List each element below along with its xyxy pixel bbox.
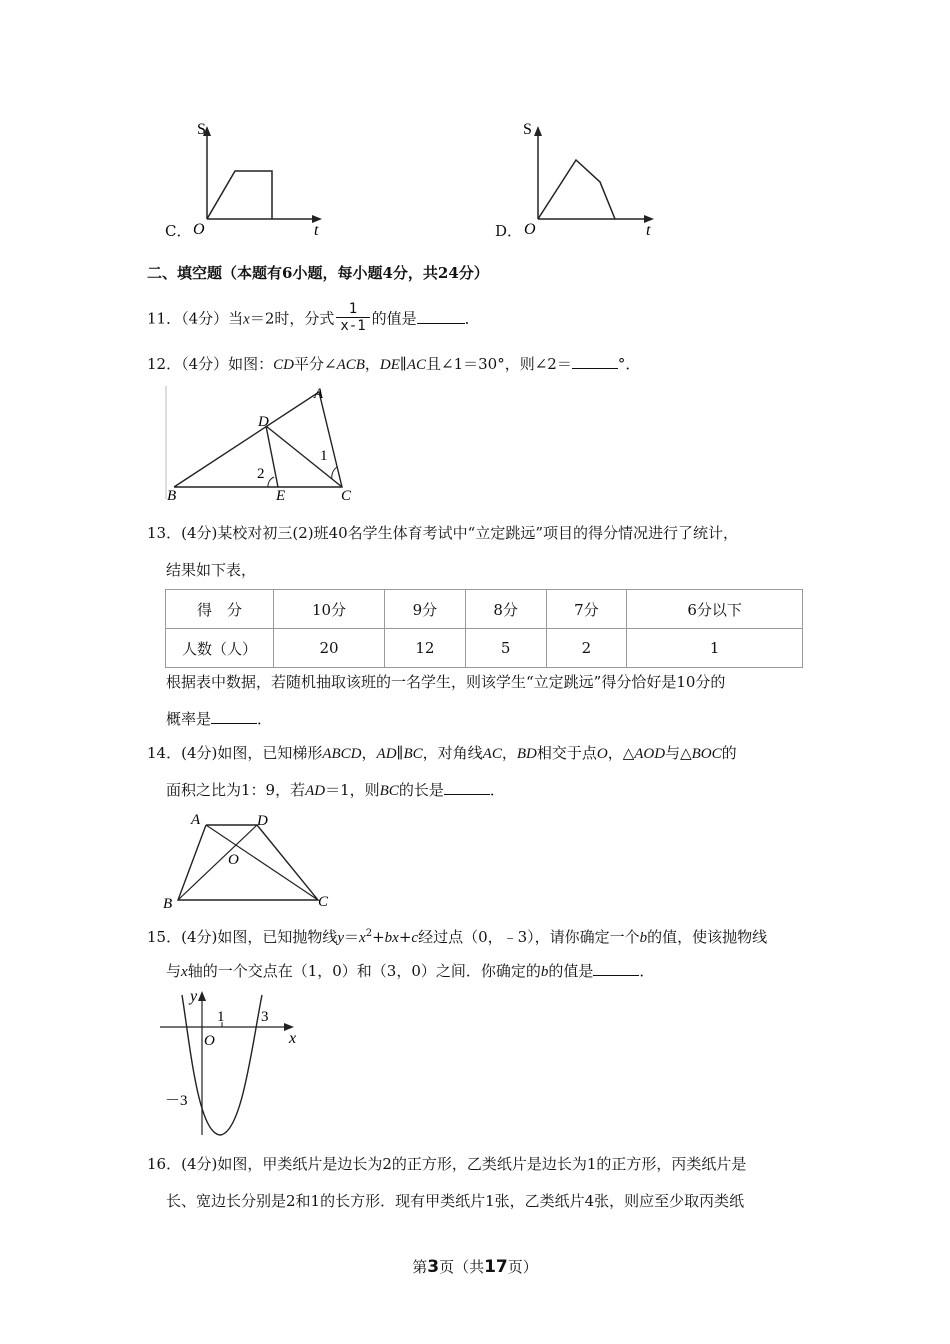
question-14-line2: 面积之比为1：9，若AD＝1，则BC的长是 ． [166,781,505,799]
question-number: 16． [147,1155,182,1173]
q12-figure [164,384,364,508]
table-cell: 20 [274,629,385,668]
origin-label: O [204,1033,215,1049]
answer-blank[interactable] [572,354,618,369]
point-o-label: O [228,852,239,868]
question-13-line2: 结果如下表， [166,561,257,579]
answer-blank[interactable] [417,309,465,324]
question-number: 15． [147,928,182,946]
table-cell: 8分 [465,590,546,629]
tick-3-label: 3 [261,1009,269,1025]
question-16: 16．(4分)如图，甲类纸片是边长为2的正方形，乙类纸片是边长为1的正方形，丙类纸片是 [147,1155,747,1173]
question-12: 12．（4分）如图：CD平分∠ACB，DE∥AC且∠1＝30°，则∠2＝ °． [147,355,641,373]
question-15: 15．(4分)如图，已知抛物线$y=x^2+bx+c$经过点（0，﹣3），请你确定一个b的值，使该抛物线 [147,928,768,946]
table-cell: 2 [546,629,627,668]
table-cell: 1 [627,629,803,668]
section-heading: 二、填空题（本题有6小题，每小题4分，共24分） [147,264,489,282]
tick-neg3-label: －3 [165,1093,188,1109]
axis-s-label: S [197,121,206,138]
table-cell: 10分 [274,590,385,629]
origin-label: O [193,221,205,238]
angle-2-label: 2 [257,466,265,482]
question-16-line2: 长、宽边长分别是2和1的长方形．现有甲类纸片1张，乙类纸片4张，则应至少取丙类纸 [166,1192,745,1210]
table-row [166,590,803,629]
question-13-line4: 概率是 ． [166,710,273,728]
axis-x-label: x [289,1030,297,1047]
question-number: 11． [147,309,182,328]
table-row [166,629,803,668]
answer-blank[interactable] [211,709,257,724]
option-d-label[interactable]: D． [495,222,523,240]
point-c-label: C [318,894,329,910]
fraction: $\frac{1}{x-1}$ [336,301,369,334]
tick-1-label: 1 [217,1009,225,1025]
score-table [165,589,803,668]
table-cell: 得 分 [166,590,274,629]
table-cell: 7分 [546,590,627,629]
point-b-label: B [163,896,173,912]
question-number: 13． [147,524,182,542]
question-13: 13．(4分)某校对初三(2)班40名学生体育考试中“立定跳远”项目的得分情况进行了统计， [147,524,739,542]
angle-1-label: 1 [320,448,328,464]
point-a-label: A [314,386,324,402]
axis-t-label: t [314,222,319,239]
question-11: 11．（4分）当x＝2时，分式 $\frac{1}{x-1}$ 的值是 ． [147,301,480,334]
axis-t-label: t [646,222,651,239]
point-d-label: D [257,813,268,829]
table-cell: 6分以下 [627,590,803,629]
table-cell: 9分 [384,590,465,629]
page-total: 17 [484,1257,508,1277]
q14-figure [158,808,338,917]
question-15-line2: 与x轴的一个交点在（1，0）和（3，0）之间．你确定的b的值是 ． [166,962,655,980]
answer-blank[interactable] [444,780,490,795]
page-number: 3 [427,1257,440,1277]
point-e-label: E [276,488,286,504]
table-cell: 5 [465,629,546,668]
page-footer: 第3页（共17页） [412,1257,538,1277]
point-c-label: C [341,488,352,504]
answer-blank[interactable] [593,961,639,976]
point-a-label: A [191,812,201,828]
q15-figure [160,985,320,1144]
table-cell: 人数（人） [166,629,274,668]
question-14: 14．(4分)如图，已知梯形ABCD，AD∥BC，对角线AC，BD相交于点O，△AOD与△BOC的 [147,744,737,762]
question-number: 14． [147,744,182,762]
table-cell: 12 [384,629,465,668]
origin-label: O [524,221,536,238]
option-c-label[interactable]: C． [165,222,192,240]
question-number: 12． [147,355,182,373]
point-b-label: B [167,488,177,504]
question-13-line3: 根据表中数据，若随机抽取该班的一名学生，则该学生“立定跳远”得分恰好是10分的 [166,673,726,691]
axis-s-label: S [523,121,532,138]
axis-y-label: y [190,988,198,1005]
point-d-label: D [258,414,269,430]
